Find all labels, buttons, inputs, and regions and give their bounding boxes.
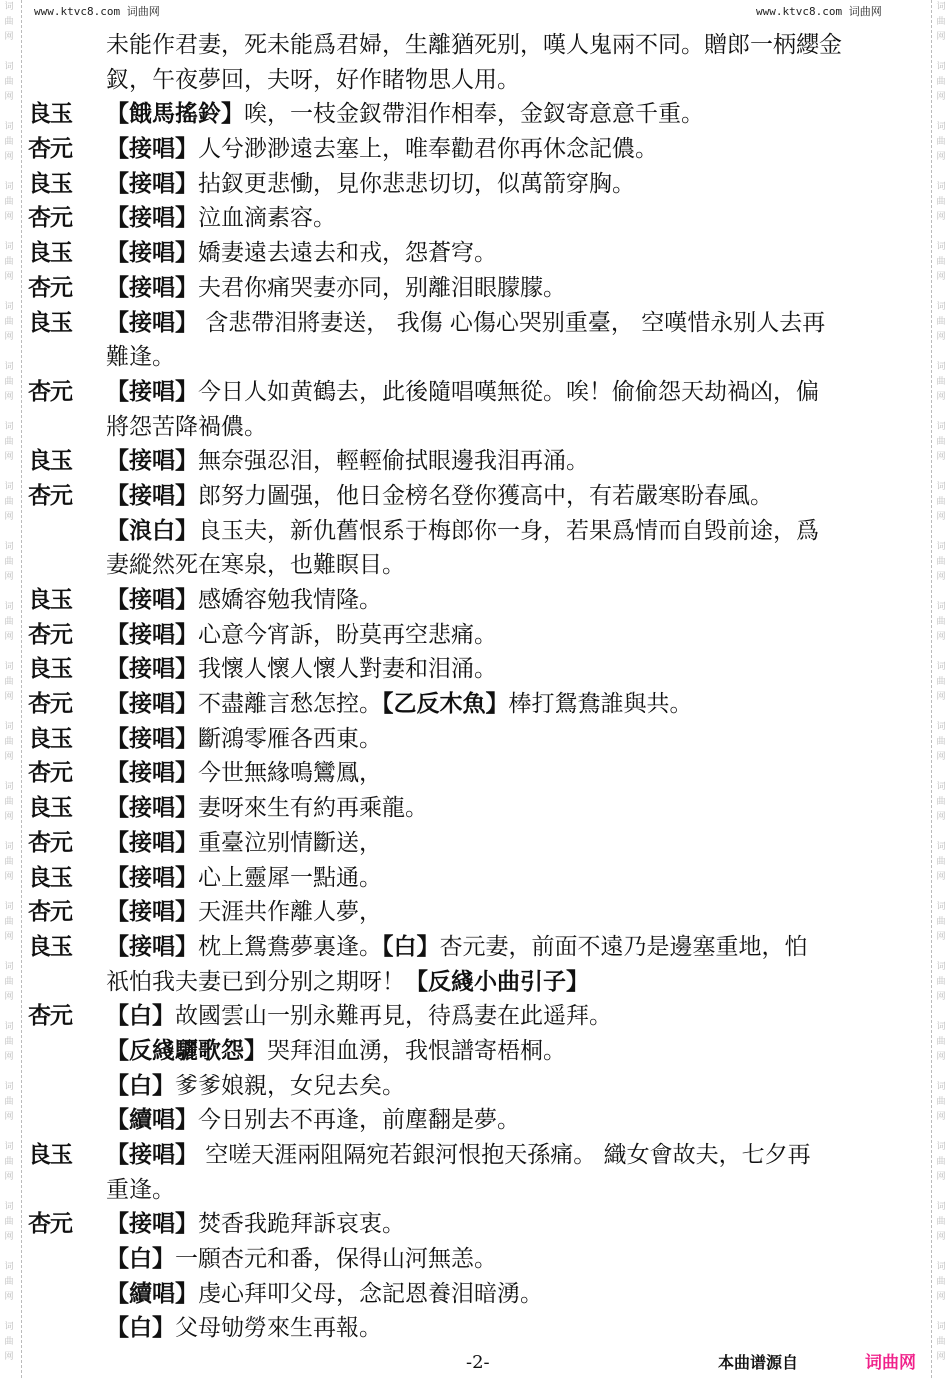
side-watermark-text: 词曲网 [4, 1262, 14, 1302]
speaker-name: 良玉 [28, 724, 72, 752]
tune-tag: 【接唱】 [106, 725, 198, 752]
side-watermark-text: 词曲网 [4, 302, 14, 342]
side-watermark-text: 词曲网 [936, 2, 946, 42]
lyric-text [106, 410, 267, 445]
lyric-segment: 唉，一枝金釵帶泪作相奉，金釵寄意意千重。 [244, 101, 704, 128]
side-watermark-text: 词曲网 [936, 122, 946, 162]
tune-tag: 【接唱】 [106, 795, 198, 822]
speaker-name: 杏元 [28, 1210, 72, 1238]
lyric-text [106, 1207, 405, 1242]
lyric-segment: 感嬌容勉我情隆。 [198, 587, 382, 613]
lyric-text [106, 444, 589, 479]
tune-tag: 【接唱】 [106, 864, 198, 891]
left-margin-rule [21, 0, 22, 1378]
lyric-text [106, 756, 382, 791]
page-number: -2- [466, 1352, 490, 1373]
lyric-segment: 父母劬勞來生再報。 [175, 1315, 382, 1342]
lyric-segment: 良玉夫，新仇舊恨系于梅郎你一身，若果爲情而自毁前途，爲 [198, 517, 819, 544]
lyric-text [106, 514, 819, 549]
lyric-segment: 夫君你痛哭妻亦同，别離泪眼朦朦。 [198, 274, 566, 301]
speaker-name: 杏元 [28, 759, 72, 787]
side-watermark-text: 词曲网 [936, 182, 946, 222]
side-watermark-text: 词曲网 [936, 902, 946, 942]
side-watermark-text: 词曲网 [936, 842, 946, 882]
speaker-name: 良玉 [28, 932, 72, 960]
watermark-site: www.ktvc8.com [34, 5, 121, 18]
tune-tag: 【接唱】 [106, 170, 198, 197]
lyric-text [106, 479, 773, 514]
tune-tag: 【白】 [106, 1315, 175, 1342]
lyric-text [106, 1103, 520, 1138]
speaker-name: 良玉 [28, 1141, 72, 1168]
watermark-name: 词曲网 [126, 5, 160, 18]
lyric-segment: 未能作君妻，死未能爲君婦，生離猶死别，嘆人鬼兩不同。贈郎一柄纓金 [106, 32, 842, 58]
side-watermark-text: 词曲网 [4, 722, 14, 762]
speaker-name: 杏元 [28, 898, 72, 926]
side-watermark-text: 词曲网 [4, 62, 14, 102]
lyric-segment: 將怨苦降禍儂。 [106, 413, 267, 440]
lyric-text [106, 583, 382, 618]
lyric-text [106, 167, 635, 202]
lyric-segment: 重逢。 [106, 1176, 175, 1203]
watermark-name: 词曲网 [848, 5, 882, 18]
side-watermark-text: 词曲网 [936, 242, 946, 282]
tune-tag: 【反綫驪歌怨】 [106, 1037, 267, 1064]
tune-tag: 【接唱】 [106, 933, 198, 960]
side-watermark-text: 词曲网 [936, 482, 946, 522]
side-watermark-text: 词曲网 [4, 542, 14, 582]
side-watermark-text: 词曲网 [4, 2, 14, 42]
speaker-name: 良玉 [28, 586, 72, 613]
lyric-segment: 故國雲山一别永難再見，待爲妻在此遥拜。 [175, 1003, 612, 1030]
speaker-name: 良玉 [28, 308, 72, 336]
lyric-segment: 心上靈犀一點通。 [198, 864, 382, 891]
tune-tag: 【接唱】 [106, 274, 198, 301]
lyric-text [106, 618, 497, 653]
side-watermark-text: 词曲网 [4, 422, 14, 462]
tune-tag: 【接唱】 [106, 240, 198, 267]
lyric-text [106, 97, 704, 132]
side-watermark-text: 词曲网 [936, 1142, 946, 1182]
watermark-site: www.ktvc8.com [756, 5, 843, 18]
brand-logo-text[interactable]: 词曲网 [865, 1353, 916, 1373]
lyric-text [106, 826, 382, 861]
side-watermark-text: 词曲网 [936, 1202, 946, 1242]
tune-tag: 【白】 [106, 1246, 175, 1273]
side-watermark-text: 词曲网 [4, 602, 14, 642]
lyric-segment: 虔心拜叩父母，念記恩養泪暗湧。 [198, 1280, 543, 1307]
tune-tag: 【接唱】 [106, 448, 198, 475]
lyric-text [106, 306, 825, 341]
speaker-name: 良玉 [28, 655, 72, 683]
lyric-segment: 今世無緣鳴鸞鳳， [198, 760, 382, 787]
tune-tag: 【接唱】 [106, 1211, 198, 1238]
side-watermark-text: 词曲网 [4, 782, 14, 822]
side-watermark-text: 词曲网 [4, 482, 14, 522]
lyric-segment: 嬌妻遠去遠去和戎，怨蒼穹。 [198, 240, 497, 267]
lyric-segment: 泣血滴素容。 [198, 205, 336, 232]
side-watermark-text: 词曲网 [4, 1022, 14, 1062]
side-watermark-text: 词曲网 [4, 182, 14, 222]
left-side-watermark [2, 0, 16, 1380]
tune-tag: 【白】 [106, 1072, 175, 1099]
lyric-segment: 空嗟天涯兩阻隔宛若銀河恨抱天孫痛。 織女會故夫，七夕再 [198, 1142, 811, 1168]
lyric-segment: 爹爹娘親，女兒去矣。 [175, 1072, 405, 1099]
tune-tag: 【浪白】 [106, 517, 198, 544]
tune-tag: 【接唱】 [106, 656, 198, 683]
side-watermark-text: 词曲网 [4, 962, 14, 1002]
side-watermark-text: 词曲网 [936, 302, 946, 342]
top-watermark-right [756, 4, 882, 20]
side-watermark-text: 词曲网 [936, 1322, 946, 1362]
speaker-name: 杏元 [28, 620, 72, 648]
source-label: 本曲谱源自 [718, 1353, 799, 1372]
lyric-segment: 妻縱然死在寒泉，也難瞑目。 [106, 552, 405, 579]
lyric-text [106, 548, 405, 583]
right-side-watermark [934, 0, 948, 1380]
tune-tag: 【接唱】 [106, 309, 198, 336]
lyric-text [106, 201, 336, 236]
side-watermark-text: 词曲网 [936, 722, 946, 762]
lyric-text [106, 930, 808, 965]
side-watermark-text: 词曲网 [936, 962, 946, 1002]
speaker-name: 良玉 [28, 239, 72, 267]
lyric-segment: 郎努力圖强，他日金榜名登你獲高中，有若嚴寒盼春風。 [198, 482, 773, 509]
side-watermark-text: 词曲网 [4, 1082, 14, 1122]
lyric-text [106, 722, 382, 757]
tune-tag: 【接唱】 [106, 691, 198, 718]
lyric-text [106, 1242, 497, 1277]
speaker-name: 杏元 [28, 481, 72, 509]
top-watermark-left [34, 4, 160, 20]
side-watermark-text: 词曲网 [936, 1262, 946, 1302]
lyric-segment: 妻呀來生有約再乘龍。 [198, 795, 428, 822]
speaker-name: 良玉 [28, 100, 72, 128]
lyric-segment: 今日别去不再逢，前塵翻是夢。 [198, 1107, 520, 1134]
speaker-name: 良玉 [28, 447, 72, 475]
side-watermark-text: 词曲网 [4, 842, 14, 882]
speaker-name: 杏元 [28, 1002, 72, 1030]
side-watermark-text: 词曲网 [4, 662, 14, 702]
right-margin-rule [931, 0, 932, 1378]
tune-tag: 【接唱】 [106, 378, 198, 405]
lyric-segment: 棒打鴛鴦誰與共。 [508, 691, 693, 718]
tune-tag: 【反綫小曲引子】 [405, 968, 589, 995]
lyric-text [106, 791, 428, 826]
tune-tag: 【白】 [106, 1003, 175, 1030]
side-watermark-text: 词曲网 [4, 1202, 14, 1242]
tune-tag: 【白】 [382, 933, 440, 960]
speaker-name: 良玉 [28, 863, 72, 891]
lyric-segment: 難逢。 [106, 344, 175, 371]
tune-tag: 【餓馬搖鈴】 [106, 101, 244, 128]
lyric-segment: 重臺泣别情斷送， [198, 829, 382, 856]
side-watermark-text: 词曲网 [4, 902, 14, 942]
lyric-segment: 今日人如黄鶴去，此後隨唱嘆無從。唉！偷偷怨天劫禍凶，偏 [198, 378, 819, 405]
lyric-text [106, 1277, 543, 1312]
tune-tag: 【接唱】 [106, 205, 198, 232]
lyric-segment: 無奈强忍泪，輕輕偷拭眼邊我泪再涌。 [198, 448, 589, 475]
lyric-text [106, 340, 175, 375]
lyric-text [106, 28, 842, 63]
lyric-segment: 焚香我跪拜訴哀衷。 [198, 1211, 405, 1238]
tune-tag: 【續唱】 [106, 1280, 198, 1307]
lyric-segment: 含悲帶泪將妻送， 我傷 心傷心哭别重臺， 空嘆惜永别人去再 [198, 309, 826, 336]
lyric-text [106, 687, 693, 722]
lyric-text [106, 999, 612, 1034]
lyric-segment: 人兮渺渺遠去塞上，唯奉勸君你再休念記儂。 [198, 136, 658, 163]
speaker-name: 杏元 [28, 690, 72, 718]
lyric-text [106, 652, 497, 687]
lyric-segment: 我懷人懷人懷人對妻和泪涌。 [198, 656, 497, 683]
lyric-segment: 枕上鴛鴦夢裏逢。 [198, 933, 382, 960]
tune-tag: 【接唱】 [106, 482, 198, 509]
tune-tag: 【接唱】 [106, 587, 198, 613]
side-watermark-text: 词曲网 [936, 542, 946, 582]
side-watermark-text: 词曲网 [936, 1082, 946, 1122]
speaker-name: 杏元 [28, 204, 72, 232]
speaker-name: 杏元 [28, 377, 72, 405]
side-watermark-text: 词曲网 [4, 362, 14, 402]
lyric-text [106, 965, 589, 1000]
lyrics-body [28, 28, 908, 1346]
lyric-text [106, 1069, 405, 1104]
lyric-segment: 杏元妻，前面不遠乃是邊塞重地，怕 [439, 933, 808, 960]
speaker-name: 杏元 [28, 828, 72, 856]
speaker-name: 杏元 [28, 135, 72, 163]
speaker-name: 良玉 [28, 794, 72, 822]
lyric-text [106, 271, 566, 306]
lyric-text [106, 895, 382, 930]
lyric-text [106, 1138, 811, 1173]
lyric-segment: 拈釵更悲慟，見你悲悲切切，似萬箭穿胸。 [198, 170, 635, 197]
lyric-segment: 祇怕我夫妻已到分别之期呀！ [106, 968, 405, 995]
side-watermark-text: 词曲网 [4, 242, 14, 282]
speaker-name: 良玉 [28, 169, 72, 197]
lyric-text [106, 132, 658, 167]
speaker-name: 杏元 [28, 273, 72, 301]
tune-tag: 【續唱】 [106, 1107, 198, 1134]
side-watermark-text: 词曲网 [936, 362, 946, 402]
tune-tag: 【接唱】 [106, 621, 198, 648]
tune-tag: 【接唱】 [106, 899, 198, 926]
lyric-segment: 哭拜泪血湧，我恨譜寄梧桐。 [267, 1037, 566, 1064]
tune-tag: 【接唱】 [106, 136, 198, 163]
lyric-text [106, 63, 520, 98]
tune-tag: 【乙反木魚】 [382, 691, 509, 718]
tune-tag: 【接唱】 [106, 760, 198, 787]
side-watermark-text: 词曲网 [936, 422, 946, 462]
lyric-segment: 天涯共作離人夢， [198, 899, 382, 926]
side-watermark-text: 词曲网 [936, 1022, 946, 1062]
side-watermark-text: 词曲网 [4, 122, 14, 162]
tune-tag: 【接唱】 [106, 1142, 198, 1168]
side-watermark-text: 词曲网 [936, 662, 946, 702]
lyric-text [106, 861, 382, 896]
lyric-segment: 心意今宵訴，盼莫再空悲痛。 [198, 621, 497, 648]
side-watermark-text: 词曲网 [936, 602, 946, 642]
side-watermark-text: 词曲网 [936, 62, 946, 102]
lyric-text [106, 1173, 175, 1208]
lyric-segment: 不盡離言愁怎控。 [198, 691, 382, 718]
lyric-segment: 一願杏元和番，保得山河無恙。 [175, 1246, 497, 1273]
lyric-segment: 斷鴻零雁各西東。 [198, 725, 382, 752]
side-watermark-text: 词曲网 [4, 1142, 14, 1182]
lyric-text [106, 1311, 382, 1346]
lyric-text [106, 375, 819, 410]
lyric-text [106, 236, 497, 271]
tune-tag: 【接唱】 [106, 829, 198, 856]
side-watermark-text: 词曲网 [936, 782, 946, 822]
side-watermark-text: 词曲网 [4, 1322, 14, 1362]
lyric-segment: 釵，午夜夢回，夫呀，好作睹物思人用。 [106, 66, 520, 93]
lyric-text [106, 1034, 566, 1069]
